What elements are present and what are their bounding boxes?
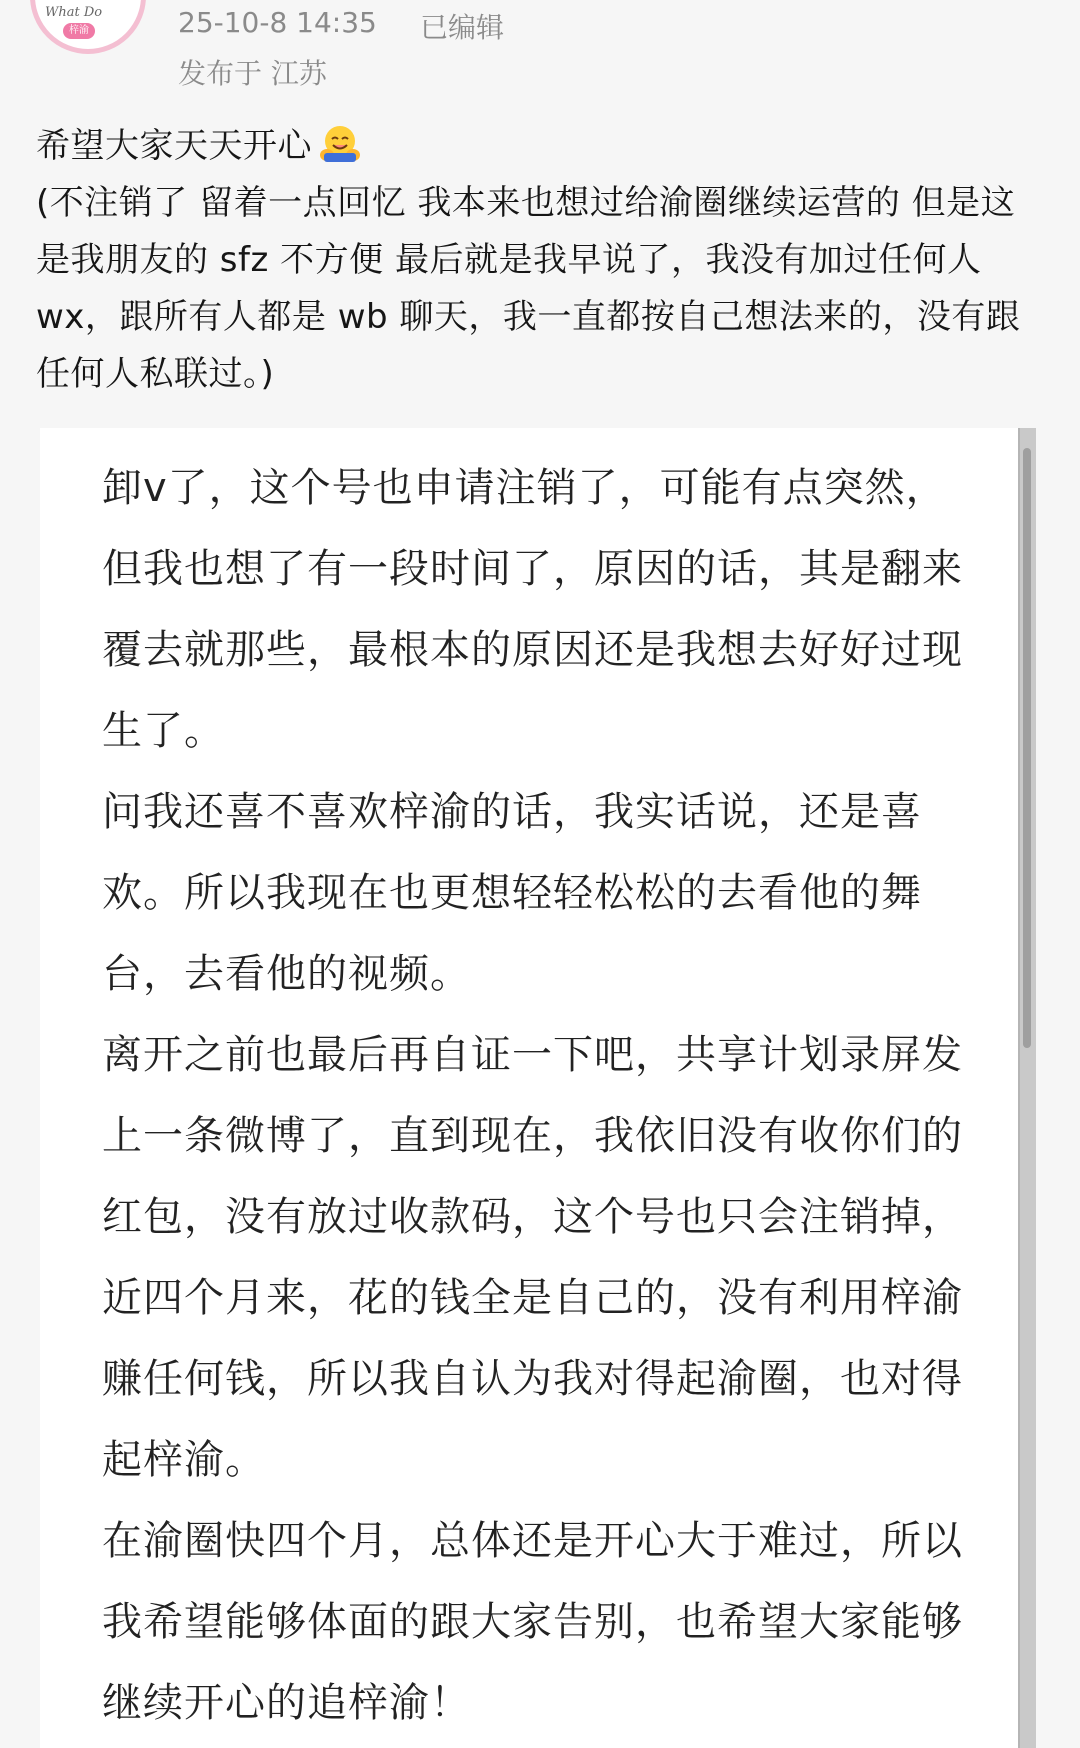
post-caption xyxy=(36,118,1046,403)
post-location: 发布于 江苏 xyxy=(178,57,327,90)
post-title: 希望大家天天开心 xyxy=(36,126,312,166)
edited-label[interactable]: 已编辑 xyxy=(420,11,505,44)
hugging-face-emoji-icon xyxy=(318,123,362,163)
avatar-badge: 梓渝 xyxy=(63,23,95,39)
screenshot-paragraph: 问我还喜不喜欢梓渝的话，我实话说，还是喜欢。所以我现在也更想轻轻松松的去看他的舞台，去看他的视频。 xyxy=(102,789,922,997)
post-timestamp: 25-10-8 14:35 xyxy=(178,6,377,39)
screenshot-paragraph: 卸v了，这个号也申请注销了，可能有点突然，但我也想了有一段时间了，原因的话，其是翻来覆去就那些，最根本的原因还是我想去好好过现生了。 xyxy=(102,465,963,754)
embedded-screenshot xyxy=(40,428,1030,1748)
scrollbar-thumb[interactable] xyxy=(1023,448,1031,1048)
avatar[interactable] xyxy=(30,0,146,54)
post-title-line xyxy=(36,118,1046,175)
screenshot-paragraph: 离开之前也最后再自证一下吧，共享计划录屏发上一条微博了，直到现在，我依旧没有收你们的红包，没有放过收款码，这个号也只会注销掉，近四个月来，花的钱全是自己的，没有利用梓渝赚任何钱，所以我自认为我对得起渝圈，也对得起梓渝。 xyxy=(102,1032,963,1483)
screenshot-scrollbar[interactable] xyxy=(1018,428,1036,1748)
screenshot-text xyxy=(102,448,982,1744)
avatar-text: What Do xyxy=(45,5,103,20)
screenshot-paragraph: 在渝圈快四个月，总体还是开心大于难过，所以我希望能够体面的跟大家告别，也希望大家能够继续开心的追梓渝！ xyxy=(102,1518,963,1726)
post-note: (不注销了 留着一点回忆 我本来也想过给渝圈继续运营的 但是这是我朋友的 sfz 不方便 最后就是我早说了，我没有加过任何人 wx，跟所有人都是 wb 聊天，我一直都按自己想法来的，没有跟任何人私联过。) xyxy=(36,183,1021,394)
